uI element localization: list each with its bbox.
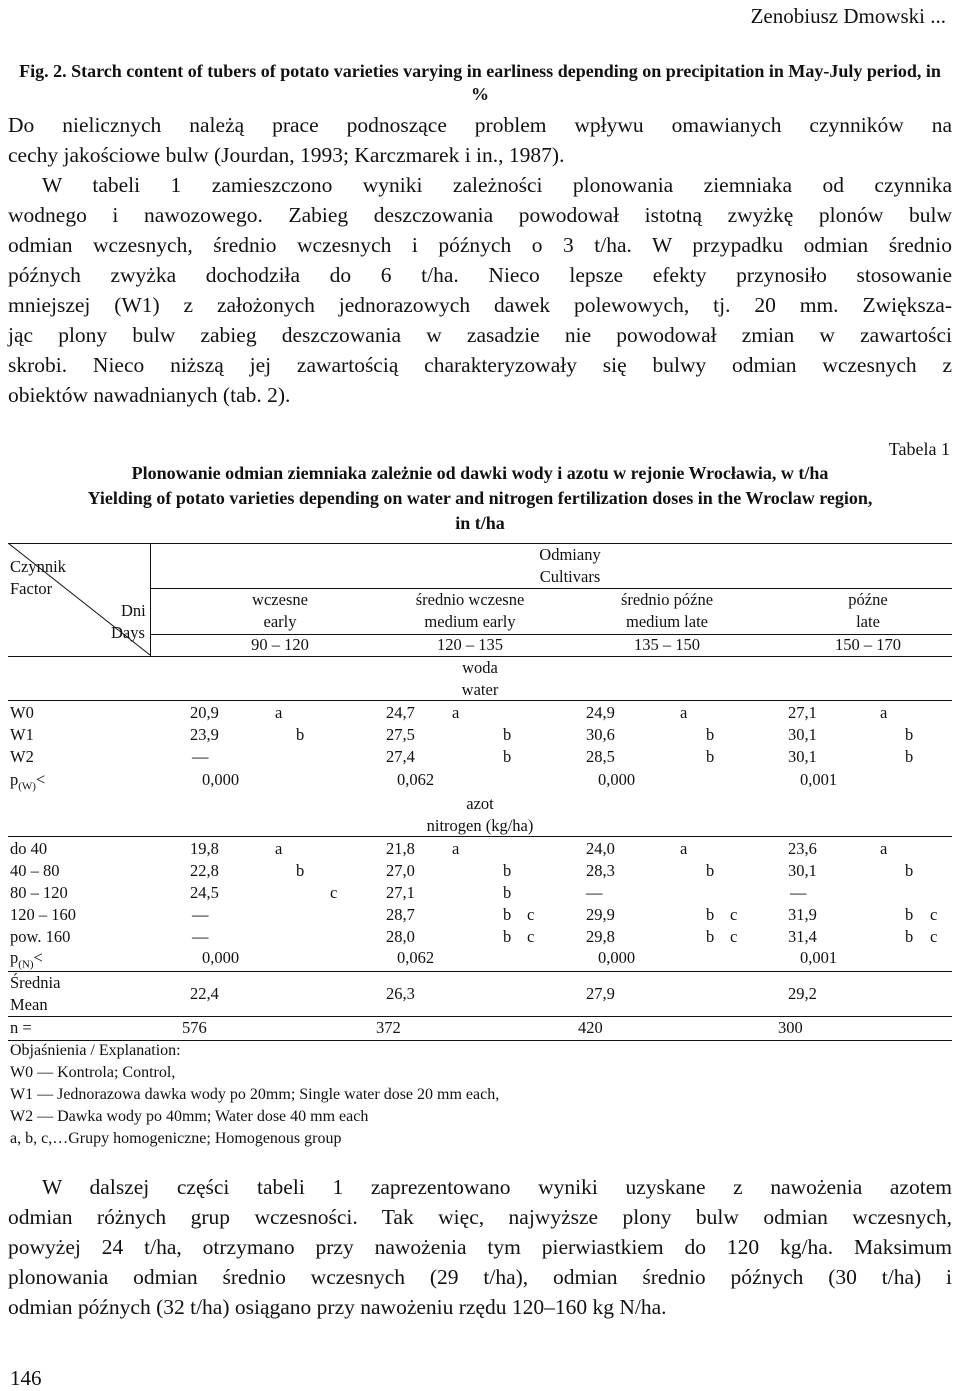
cell-group-letter: c (930, 927, 938, 946)
table-title-pl: Plonowanie odmian ziemniaka zależnie od dawki wody i azotu w rejonie Wrocławia, w t/ha (131, 463, 829, 483)
table-rule (8, 700, 952, 701)
table-rule (8, 656, 952, 657)
factor-label-en: Factor (10, 579, 53, 598)
table-rule (8, 836, 952, 837)
table-rule (8, 971, 952, 972)
cell-value: 28,5 (586, 747, 615, 766)
cell-group-letter: b (503, 927, 512, 946)
cell-value: 21,8 (386, 839, 415, 858)
cell-group-letter: a (275, 839, 283, 858)
cell-value: 30,1 (788, 747, 817, 766)
cell-group-letter: b (706, 905, 715, 924)
cell-value: 30,1 (788, 861, 817, 880)
paragraph-1 (8, 110, 952, 170)
p-value: 0,001 (800, 948, 838, 967)
cell-group-letter: a (680, 703, 688, 722)
figure-caption: Fig. 2. Starch content of tubers of potato varieties varying in earliness depending on precipitation in May-July period, in % (19, 61, 941, 104)
cell-dash: — (192, 927, 209, 946)
mean-value: 27,9 (586, 984, 615, 1003)
cell-group-letter: b (706, 747, 715, 766)
cell-value: 29,9 (586, 905, 615, 924)
cell-group-letter: c (930, 905, 938, 924)
cell-value: 24,0 (586, 839, 615, 858)
cell-value: 23,9 (190, 725, 219, 744)
cell-value: 24,5 (190, 883, 219, 902)
cell-group-letter: b (905, 927, 914, 946)
cell-value: 19,8 (190, 839, 219, 858)
explanation-line: a, b, c,…Grupy homogeniczne; Homogenous group (10, 1130, 342, 1147)
text-line: Do nielicznych należą prace podnoszące problem wpływu omawianych czynników na (8, 113, 952, 137)
p-value-label (10, 770, 45, 792)
text-line: skrobi. Nieco niższą jej zawartością charakteryzowały się bulwy odmian wczesnych z (8, 353, 952, 377)
p-subscript: (N) (18, 958, 34, 971)
text-line: W dalszej części tabeli 1 zaprezentowano wyniki uzyskane z nawożenia azotem (42, 1175, 952, 1199)
cell-group-letter: c (730, 927, 738, 946)
page-number: 146 (10, 1366, 42, 1390)
cell-group-letter: b (503, 725, 512, 744)
cultivar-group-days: 120 – 135 (437, 635, 503, 654)
text-line: W tabeli 1 zamieszczono wyniki zależności plonowania ziemniaka od czynnika (42, 173, 952, 197)
p-value: 0,001 (800, 770, 838, 789)
cell-group-letter: b (503, 905, 512, 924)
table-rule (8, 1016, 952, 1017)
cell-group-letter: a (275, 703, 283, 722)
p-symbol: p (10, 948, 19, 967)
cell-group-letter: a (452, 839, 460, 858)
cell-value: 24,9 (586, 703, 615, 722)
cell-dash: — (586, 883, 603, 902)
cell-value: 29,8 (586, 927, 615, 946)
table-title-en-cont: in t/ha (455, 513, 505, 533)
cultivar-group-en: medium early (424, 612, 516, 631)
text-line: odmian późnych (32 t/ha) osiągano przy nawożeniu rzędu 120–160 kg N/ha. (8, 1295, 667, 1319)
cultivar-group-pl: późne (848, 590, 888, 609)
cell-value: 28,7 (386, 905, 415, 924)
text-line: późnych zwyżka dochodziła do 6 t/ha. Nieco lepsze efekty przynosiło stosowanie (8, 263, 952, 287)
text-line: mniejszej (W1) z założonych jednorazowych dawek polewowych, tj. 20 mm. Zwiększa- (8, 293, 952, 317)
cell-group-letter: a (680, 839, 688, 858)
cultivar-group-pl: wczesne (252, 590, 308, 609)
water-section-en: water (461, 680, 499, 699)
cultivar-group-pl: średnio wczesne (415, 590, 525, 609)
table-label: Tabela 1 (888, 439, 950, 459)
cell-group-letter: c (730, 905, 738, 924)
p-value: 0,000 (202, 948, 240, 967)
cultivar-group-en: early (263, 612, 297, 631)
mean-label-pl: Średnia (10, 973, 61, 992)
explanation-line: W0 — Kontrola; Control, (10, 1064, 176, 1081)
text-line: powyżej 24 t/ha, otrzymano przy nawożenia tym pierwiastkiem do 120 kg/ha. Maksimum (8, 1235, 952, 1259)
cell-value: 27,1 (788, 703, 817, 722)
row-label: W1 (10, 725, 34, 744)
cell-group-letter: b (706, 725, 715, 744)
cell-group-letter: b (706, 927, 715, 946)
row-label: W2 (10, 747, 34, 766)
n-count: 300 (778, 1018, 803, 1037)
cell-value: 30,6 (586, 725, 615, 744)
row-label: 120 – 160 (10, 905, 76, 924)
running-header: Zenobiusz Dmowski ... (750, 4, 946, 28)
p-value: 0,000 (598, 948, 636, 967)
paragraph-3 (8, 1172, 952, 1322)
row-label: do 40 (10, 839, 48, 858)
cell-group-letter: c (527, 927, 535, 946)
cell-group-letter: b (296, 861, 305, 880)
table-title-en: Yielding of potato varieties depending on water and nitrogen fertilization doses in the Wroclaw region, (87, 488, 873, 508)
nitrogen-section-en: nitrogen (kg/ha) (426, 816, 534, 835)
text-line: wodnego i nawozowego. Zabieg deszczowania powodował istotną zwyżkę plonów bulw (8, 203, 952, 227)
cell-group-letter: a (880, 839, 888, 858)
p-value-label (10, 948, 43, 970)
cell-group-letter: b (905, 725, 914, 744)
n-count: 576 (182, 1018, 207, 1037)
cell-value: 31,4 (788, 927, 817, 946)
p-value: 0,000 (598, 770, 636, 789)
p-value: 0,000 (202, 770, 240, 789)
cell-value: 27,5 (386, 725, 415, 744)
cell-group-letter: b (296, 725, 305, 744)
text-line: odmian wczesnych, średnio wczesnych i późnych o 3 t/ha. W przypadku odmian średnio (8, 233, 952, 257)
cell-value: 24,7 (386, 703, 415, 722)
cultivar-group-pl: średnio późne (620, 590, 714, 609)
cell-value: 30,1 (788, 725, 817, 744)
p-less-than: < (35, 770, 46, 789)
water-section-pl: woda (462, 658, 498, 677)
cell-dash: — (192, 905, 209, 924)
row-label: 80 – 120 (10, 883, 68, 902)
cell-group-letter: a (452, 703, 460, 722)
cell-dash: — (790, 883, 807, 902)
cell-group-letter: a (880, 703, 888, 722)
p-less-than: < (33, 948, 43, 967)
cell-value: 27,0 (386, 861, 415, 880)
cultivar-group-en: medium late (625, 612, 709, 631)
explanation-line: W2 — Dawka wody po 40mm; Water dose 40 mm each (10, 1108, 369, 1125)
cell-value: 27,4 (386, 747, 415, 766)
cell-group-letter: b (905, 905, 914, 924)
cultivars-label-en: Cultivars (539, 567, 601, 586)
days-label-pl: Dni (121, 601, 146, 620)
cell-value: 22,8 (190, 861, 219, 880)
days-label-en: Days (111, 623, 145, 642)
cell-value: 23,6 (788, 839, 817, 858)
mean-value: 22,4 (190, 984, 219, 1003)
cell-dash: — (192, 747, 209, 766)
p-subscript: (W) (18, 780, 36, 793)
p-symbol: p (10, 770, 19, 789)
explanation-line: Objaśnienia / Explanation: (10, 1042, 181, 1059)
row-label: W0 (10, 703, 34, 722)
text-line: cechy jakościowe bulw (Jourdan, 1993; Karczmarek i in., 1987). (8, 143, 565, 167)
cell-group-letter: b (503, 861, 512, 880)
cell-group-letter: b (905, 747, 914, 766)
explanation-line: W1 — Jednorazowa dawka wody po 20mm; Single water dose 20 mm each, (10, 1086, 500, 1103)
cell-group-letter: b (905, 861, 914, 880)
n-count: 420 (578, 1018, 603, 1037)
cell-value: 28,3 (586, 861, 615, 880)
mean-value: 29,2 (788, 984, 817, 1003)
row-label: pow. 160 (10, 927, 71, 946)
cell-value: 31,9 (788, 905, 817, 924)
p-value: 0,062 (397, 770, 435, 789)
n-count: 372 (376, 1018, 401, 1037)
mean-label-en: Mean (10, 995, 48, 1014)
text-line: odmian różnych grup wczesności. Tak więc, najwyższe plony bulw odmian wczesnych, (8, 1205, 952, 1229)
cell-group-letter: c (527, 905, 535, 924)
cell-group-letter: b (706, 861, 715, 880)
cultivar-group-days: 150 – 170 (835, 635, 901, 654)
text-line: jąc plony bulw zabieg deszczowania w zasadzie nie powodował zmian w zawartości (8, 323, 952, 347)
n-label: n = (10, 1018, 32, 1037)
mean-value: 26,3 (386, 984, 415, 1003)
cell-group-letter: b (503, 883, 512, 902)
cultivar-group-days: 90 – 120 (251, 635, 309, 654)
cell-value: 28,0 (386, 927, 415, 946)
table-rule-bottom (8, 1040, 952, 1041)
row-label: 40 – 80 (10, 861, 60, 880)
cell-value: 27,1 (386, 883, 415, 902)
table-rule (150, 588, 952, 589)
cell-value: 20,9 (190, 703, 219, 722)
p-value: 0,062 (397, 948, 435, 967)
cell-group-letter: c (330, 883, 338, 902)
text-line: plonowania odmian średnio wczesnych (29 t/ha), odmian średnio późnych (30 t/ha) i (8, 1265, 952, 1289)
cultivar-group-en: late (856, 612, 880, 631)
cultivar-group-days: 135 – 150 (634, 635, 700, 654)
factor-label-pl: Czynnik (10, 557, 66, 576)
text-line: obiektów nawadnianych (tab. 2). (8, 383, 291, 407)
cultivars-label-pl: Odmiany (539, 545, 601, 564)
paragraph-2 (8, 170, 952, 410)
cell-group-letter: b (503, 747, 512, 766)
nitrogen-section-pl: azot (466, 794, 494, 813)
